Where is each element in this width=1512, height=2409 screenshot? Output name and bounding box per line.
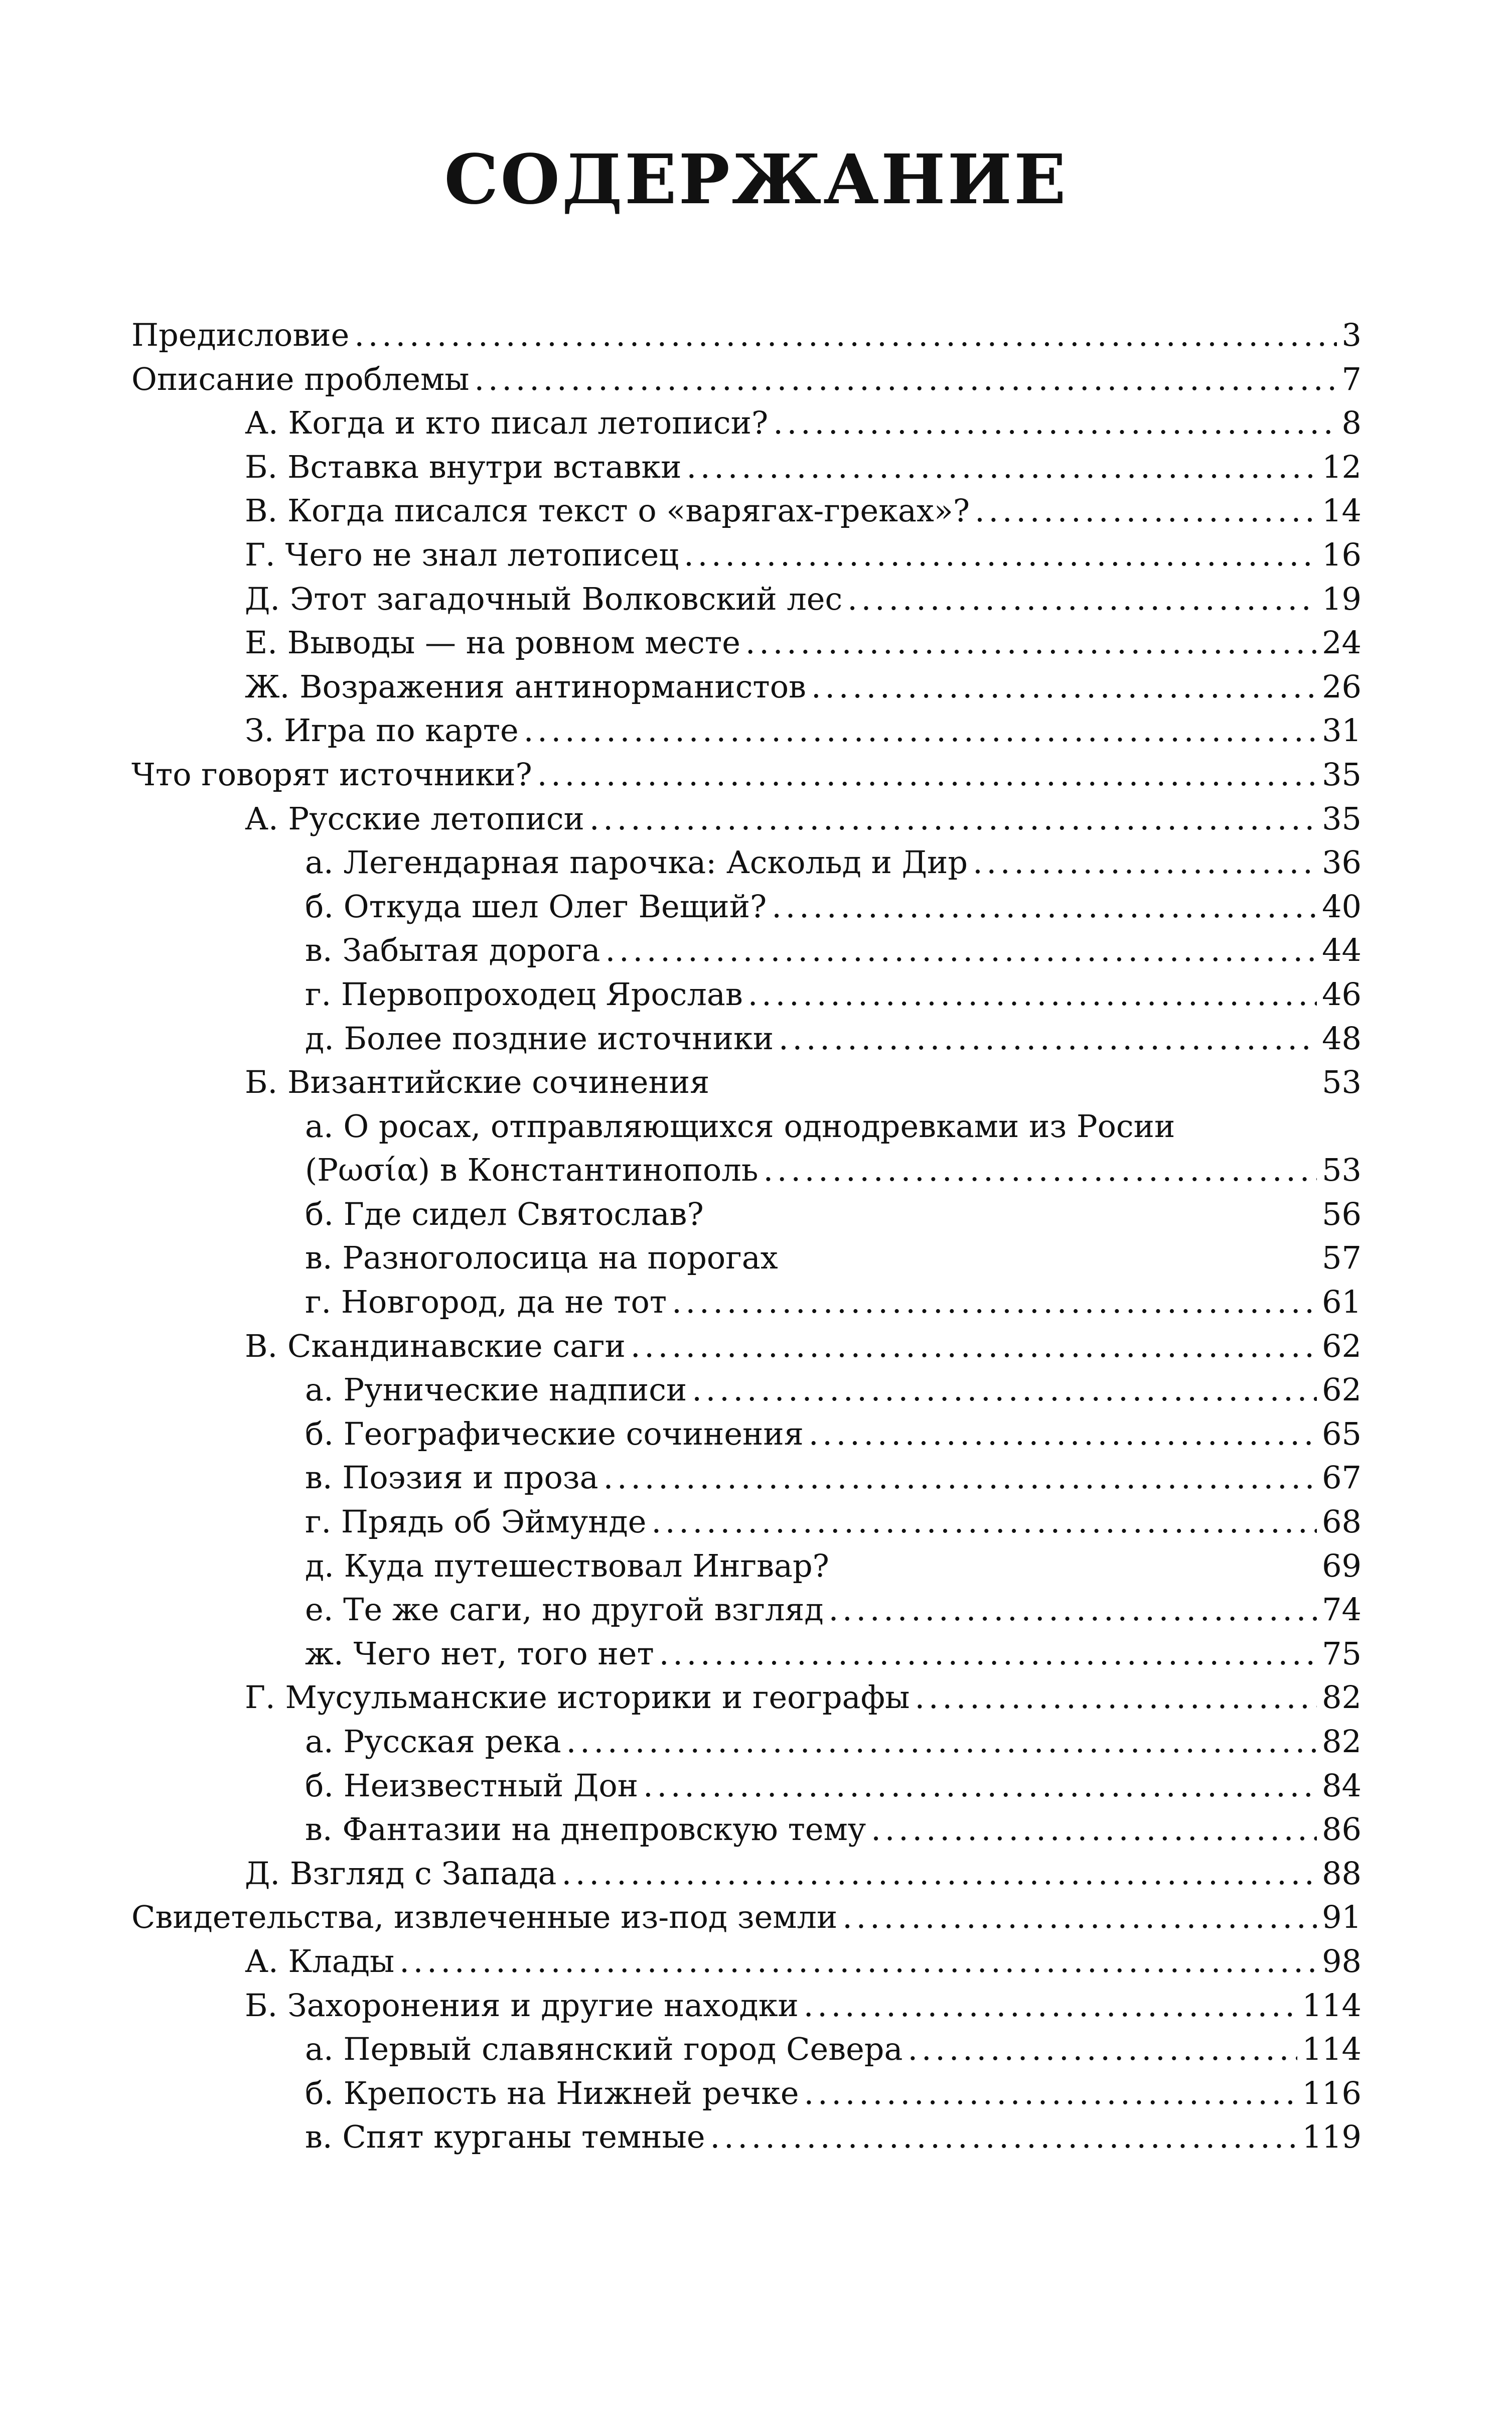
- toc-entry: [131, 1500, 1362, 1544]
- toc-entry: [131, 621, 1362, 665]
- toc-page-number: 19: [1322, 580, 1362, 617]
- toc-page-number: 8: [1341, 404, 1362, 442]
- toc-entry: [131, 445, 1362, 489]
- toc-page-number: 46: [1322, 975, 1362, 1013]
- toc-entry-label: б. Неизвестный Дон: [305, 1767, 639, 1804]
- toc-entry-label: Г. Мусульманские историки и географы: [245, 1679, 910, 1716]
- toc-entry-label: Предисловие: [131, 317, 350, 353]
- toc-entry-label: в. Спят курганы темные: [305, 2118, 705, 2156]
- toc-entry: [131, 972, 1362, 1017]
- toc-entry-label: в. Фантазии на днепровскую тему: [305, 1811, 866, 1848]
- toc-leader-dots: [811, 665, 1317, 709]
- toc-entry-label: Г. Чего не знал летописец: [245, 536, 679, 573]
- toc-entry: [131, 2027, 1362, 2071]
- toc-leader-dots: [686, 445, 1317, 489]
- toc-entry-label: д. Более поздние источники: [305, 1020, 774, 1057]
- toc-leader-dots: [603, 1456, 1317, 1500]
- toc-entry: [131, 928, 1362, 972]
- toc-entry: [131, 357, 1362, 401]
- toc-entry-label: Б. Захоронения и другие находки: [245, 1987, 799, 2024]
- toc-entry-label: В. Когда писался текст о «варягах-греках»?: [245, 492, 970, 529]
- toc-entry-label: б. Крепость на Нижней речке: [305, 2074, 799, 2111]
- toc-page-number: 119: [1302, 2118, 1362, 2156]
- toc-page-number: 98: [1322, 1942, 1362, 1979]
- toc-entry: [131, 313, 1362, 357]
- toc-entry-label: б. Географические сочинения: [305, 1415, 804, 1452]
- toc-entry: [131, 1192, 1362, 1236]
- toc-leader-dots: [915, 1675, 1317, 1720]
- toc-page-number: 82: [1322, 1679, 1362, 1716]
- toc-page-number: 61: [1322, 1284, 1362, 1321]
- toc-page-number: 7: [1341, 360, 1362, 397]
- toc-entry: [131, 665, 1362, 709]
- toc-entry: [131, 1852, 1362, 1896]
- toc-entry: [131, 577, 1362, 621]
- toc-entry: [131, 797, 1362, 841]
- toc-entry: [131, 1983, 1362, 2028]
- toc-entry: [131, 1017, 1362, 1061]
- toc-entry: [131, 1939, 1362, 1983]
- toc-page-number: 40: [1322, 888, 1362, 925]
- toc-leader-dots: [809, 1412, 1317, 1456]
- toc-entry: [131, 1895, 1362, 1939]
- toc-entry-label: г. Первопроходец Ярослав: [305, 975, 743, 1013]
- toc-page-number: 114: [1302, 1987, 1362, 2024]
- toc-entry-label: А. Клады: [245, 1942, 395, 1979]
- toc-entry-label: Что говорят источники?: [131, 756, 532, 793]
- toc-leader-dots: [631, 1324, 1317, 1368]
- toc-page-number: 53: [1322, 1152, 1362, 1189]
- toc-entry: [131, 1104, 1362, 1149]
- toc-page-number: 44: [1322, 932, 1362, 969]
- toc-leader-dots: [973, 840, 1317, 885]
- toc-entry: [131, 708, 1362, 753]
- toc-entry-label: б. Где сидел Святослав?: [305, 1195, 704, 1232]
- toc-page-number: 36: [1322, 844, 1362, 881]
- toc-entry: [131, 1807, 1362, 1852]
- toc-page-number: 53: [1322, 1064, 1362, 1101]
- toc-entry-label: в. Поэзия и проза: [305, 1459, 598, 1496]
- toc-page-number: 35: [1322, 756, 1362, 793]
- toc-entry: [131, 1060, 1362, 1104]
- toc-entry-label: а. Рунические надписи: [305, 1371, 687, 1408]
- toc-entry: [131, 2071, 1362, 2115]
- toc-leader-dots: [684, 533, 1317, 577]
- toc-entry: [131, 1588, 1362, 1632]
- toc-entry-label: а. Русская река: [305, 1723, 561, 1760]
- toc-page-number: 26: [1322, 668, 1362, 705]
- toc-entry: [131, 1675, 1362, 1720]
- toc-entry-label: В. Скандинавские саги: [245, 1327, 626, 1364]
- toc-entry-label: Б. Вставка внутри вставки: [245, 448, 682, 485]
- toc-leader-dots: [651, 1500, 1317, 1544]
- toc-leader-dots: [975, 489, 1317, 533]
- toc-page-number: 88: [1322, 1855, 1362, 1892]
- toc-page-number: 84: [1322, 1767, 1362, 1804]
- toc-leader-dots: [763, 1148, 1317, 1192]
- toc-entry: [131, 2115, 1362, 2159]
- toc-page-number: 114: [1302, 2031, 1362, 2068]
- toc-entry-label: Е. Выводы — на ровном месте: [245, 624, 740, 661]
- toc-entry-label: а. Легендарная парочка: Аскольд и Дир: [305, 844, 968, 881]
- toc-entry: [131, 401, 1362, 445]
- toc-page-number: 14: [1322, 492, 1362, 529]
- toc-leader-dots: [475, 357, 1337, 401]
- toc-leader-dots: [606, 928, 1317, 972]
- toc-page-number: 91: [1322, 1899, 1362, 1936]
- toc-entry-label: А. Русские летописи: [245, 800, 584, 837]
- toc-entry: [131, 753, 1362, 797]
- toc-entry-label: Ж. Возражения антинорманистов: [245, 668, 806, 705]
- toc-leader-dots: [537, 753, 1317, 797]
- toc-leader-dots: [772, 885, 1317, 929]
- toc-page-number: 57: [1322, 1239, 1362, 1277]
- toc-page-number: 75: [1322, 1635, 1362, 1672]
- toc-entry-label: г. Прядь об Эймунде: [305, 1503, 647, 1540]
- toc-page-number: 86: [1322, 1811, 1362, 1848]
- toc-entry-label: Д. Этот загадочный Волковский лес: [245, 580, 843, 617]
- toc-page-number: 74: [1322, 1591, 1362, 1628]
- toc-entry-label: г. Новгород, да не тот: [305, 1284, 667, 1321]
- toc-entry-label: а. Первый славянский город Севера: [305, 2031, 903, 2068]
- toc-entry-label: д. Куда путешествовал Ингвар?: [305, 1547, 829, 1584]
- toc-page-number: 48: [1322, 1020, 1362, 1057]
- toc-entry: [131, 1764, 1362, 1808]
- toc-entry: [131, 840, 1362, 885]
- toc-page-number: 116: [1302, 2074, 1362, 2111]
- toc-entry-label: Д. Взгляд с Запада: [245, 1855, 557, 1892]
- toc-leader-dots: [829, 1588, 1317, 1632]
- toc-leader-dots: [659, 1632, 1317, 1676]
- toc-leader-dots: [748, 972, 1317, 1017]
- toc-leader-dots: [566, 1720, 1317, 1764]
- toc-entry: [131, 1236, 1362, 1280]
- toc-leader-dots: [354, 313, 1336, 357]
- toc-leader-dots: [908, 2027, 1297, 2071]
- toc-entry-label: в. Разноголосица на порогах: [305, 1239, 778, 1277]
- toc-entry: [131, 1632, 1362, 1676]
- toc-leader-dots: [842, 1895, 1317, 1939]
- toc-entry: [131, 533, 1362, 577]
- toc-leader-dots: [871, 1807, 1317, 1852]
- toc-page-number: 24: [1322, 624, 1362, 661]
- toc-entry: [131, 885, 1362, 929]
- toc-leader-dots: [804, 1983, 1297, 2028]
- toc-entry-label: ж. Чего нет, того нет: [305, 1635, 654, 1672]
- toc-page-number: 31: [1322, 712, 1362, 749]
- toc-entry: [131, 1720, 1362, 1764]
- toc-leader-dots: [524, 708, 1317, 753]
- toc-page-number: 69: [1322, 1547, 1362, 1584]
- toc-page-number: 12: [1322, 448, 1362, 485]
- toc-page-number: 62: [1322, 1371, 1362, 1408]
- toc-leader-dots: [589, 797, 1317, 841]
- toc-entry: [131, 489, 1362, 533]
- toc-leader-dots: [745, 621, 1317, 665]
- toc-entry: [131, 1544, 1362, 1588]
- toc-leader-dots: [847, 577, 1317, 621]
- toc-page-number: 67: [1322, 1459, 1362, 1496]
- toc-entry-label: в. Забытая дорога: [305, 932, 600, 969]
- toc-entry: [131, 1368, 1362, 1412]
- toc-page-number: 68: [1322, 1503, 1362, 1540]
- toc-leader-dots: [710, 2115, 1297, 2159]
- toc-entry-label: Свидетельства, извлеченные из-под земли: [131, 1899, 838, 1936]
- toc-leader-dots: [692, 1368, 1317, 1412]
- toc-entry-label: Б. Византийские сочинения: [245, 1064, 710, 1101]
- toc-page-number: 82: [1322, 1723, 1362, 1760]
- toc-entry-label: З. Игра по карте: [245, 712, 519, 749]
- toc-page-number: 56: [1322, 1195, 1362, 1232]
- toc-leader-dots: [804, 2071, 1297, 2115]
- toc-leader-dots: [773, 401, 1336, 445]
- toc-entry-label: А. Когда и кто писал летописи?: [245, 404, 769, 442]
- toc-page-number: 35: [1322, 800, 1362, 837]
- toc-entry-label: Описание проблемы: [131, 360, 470, 397]
- toc-entry-label: б. Откуда шел Олег Вещий?: [305, 888, 767, 925]
- toc-leader-dots: [672, 1280, 1317, 1324]
- page-title: СОДЕРЖАНИЕ: [444, 139, 1068, 220]
- toc-leader-dots: [779, 1017, 1317, 1061]
- toc-entry: [131, 1324, 1362, 1368]
- table-of-contents: [131, 313, 1362, 2159]
- toc-entry: [131, 1148, 1362, 1192]
- toc-leader-dots: [562, 1852, 1317, 1896]
- toc-page-number: 65: [1322, 1415, 1362, 1452]
- toc-leader-dots: [643, 1764, 1317, 1808]
- toc-entry: [131, 1412, 1362, 1456]
- toc-page-number: 3: [1341, 317, 1362, 353]
- toc-entry-label: е. Те же саги, но другой взгляд: [305, 1591, 824, 1628]
- toc-page-number: 16: [1322, 536, 1362, 573]
- toc-leader-dots: [399, 1939, 1317, 1983]
- toc-page-number: 62: [1322, 1327, 1362, 1364]
- toc-entry: [131, 1456, 1362, 1500]
- toc-entry-label: а. О росах, отправляющихся однодревками из Росии: [305, 1107, 1175, 1145]
- toc-entry: [131, 1280, 1362, 1324]
- toc-entry-label: (Ρωσία) в Константинополь: [305, 1152, 759, 1189]
